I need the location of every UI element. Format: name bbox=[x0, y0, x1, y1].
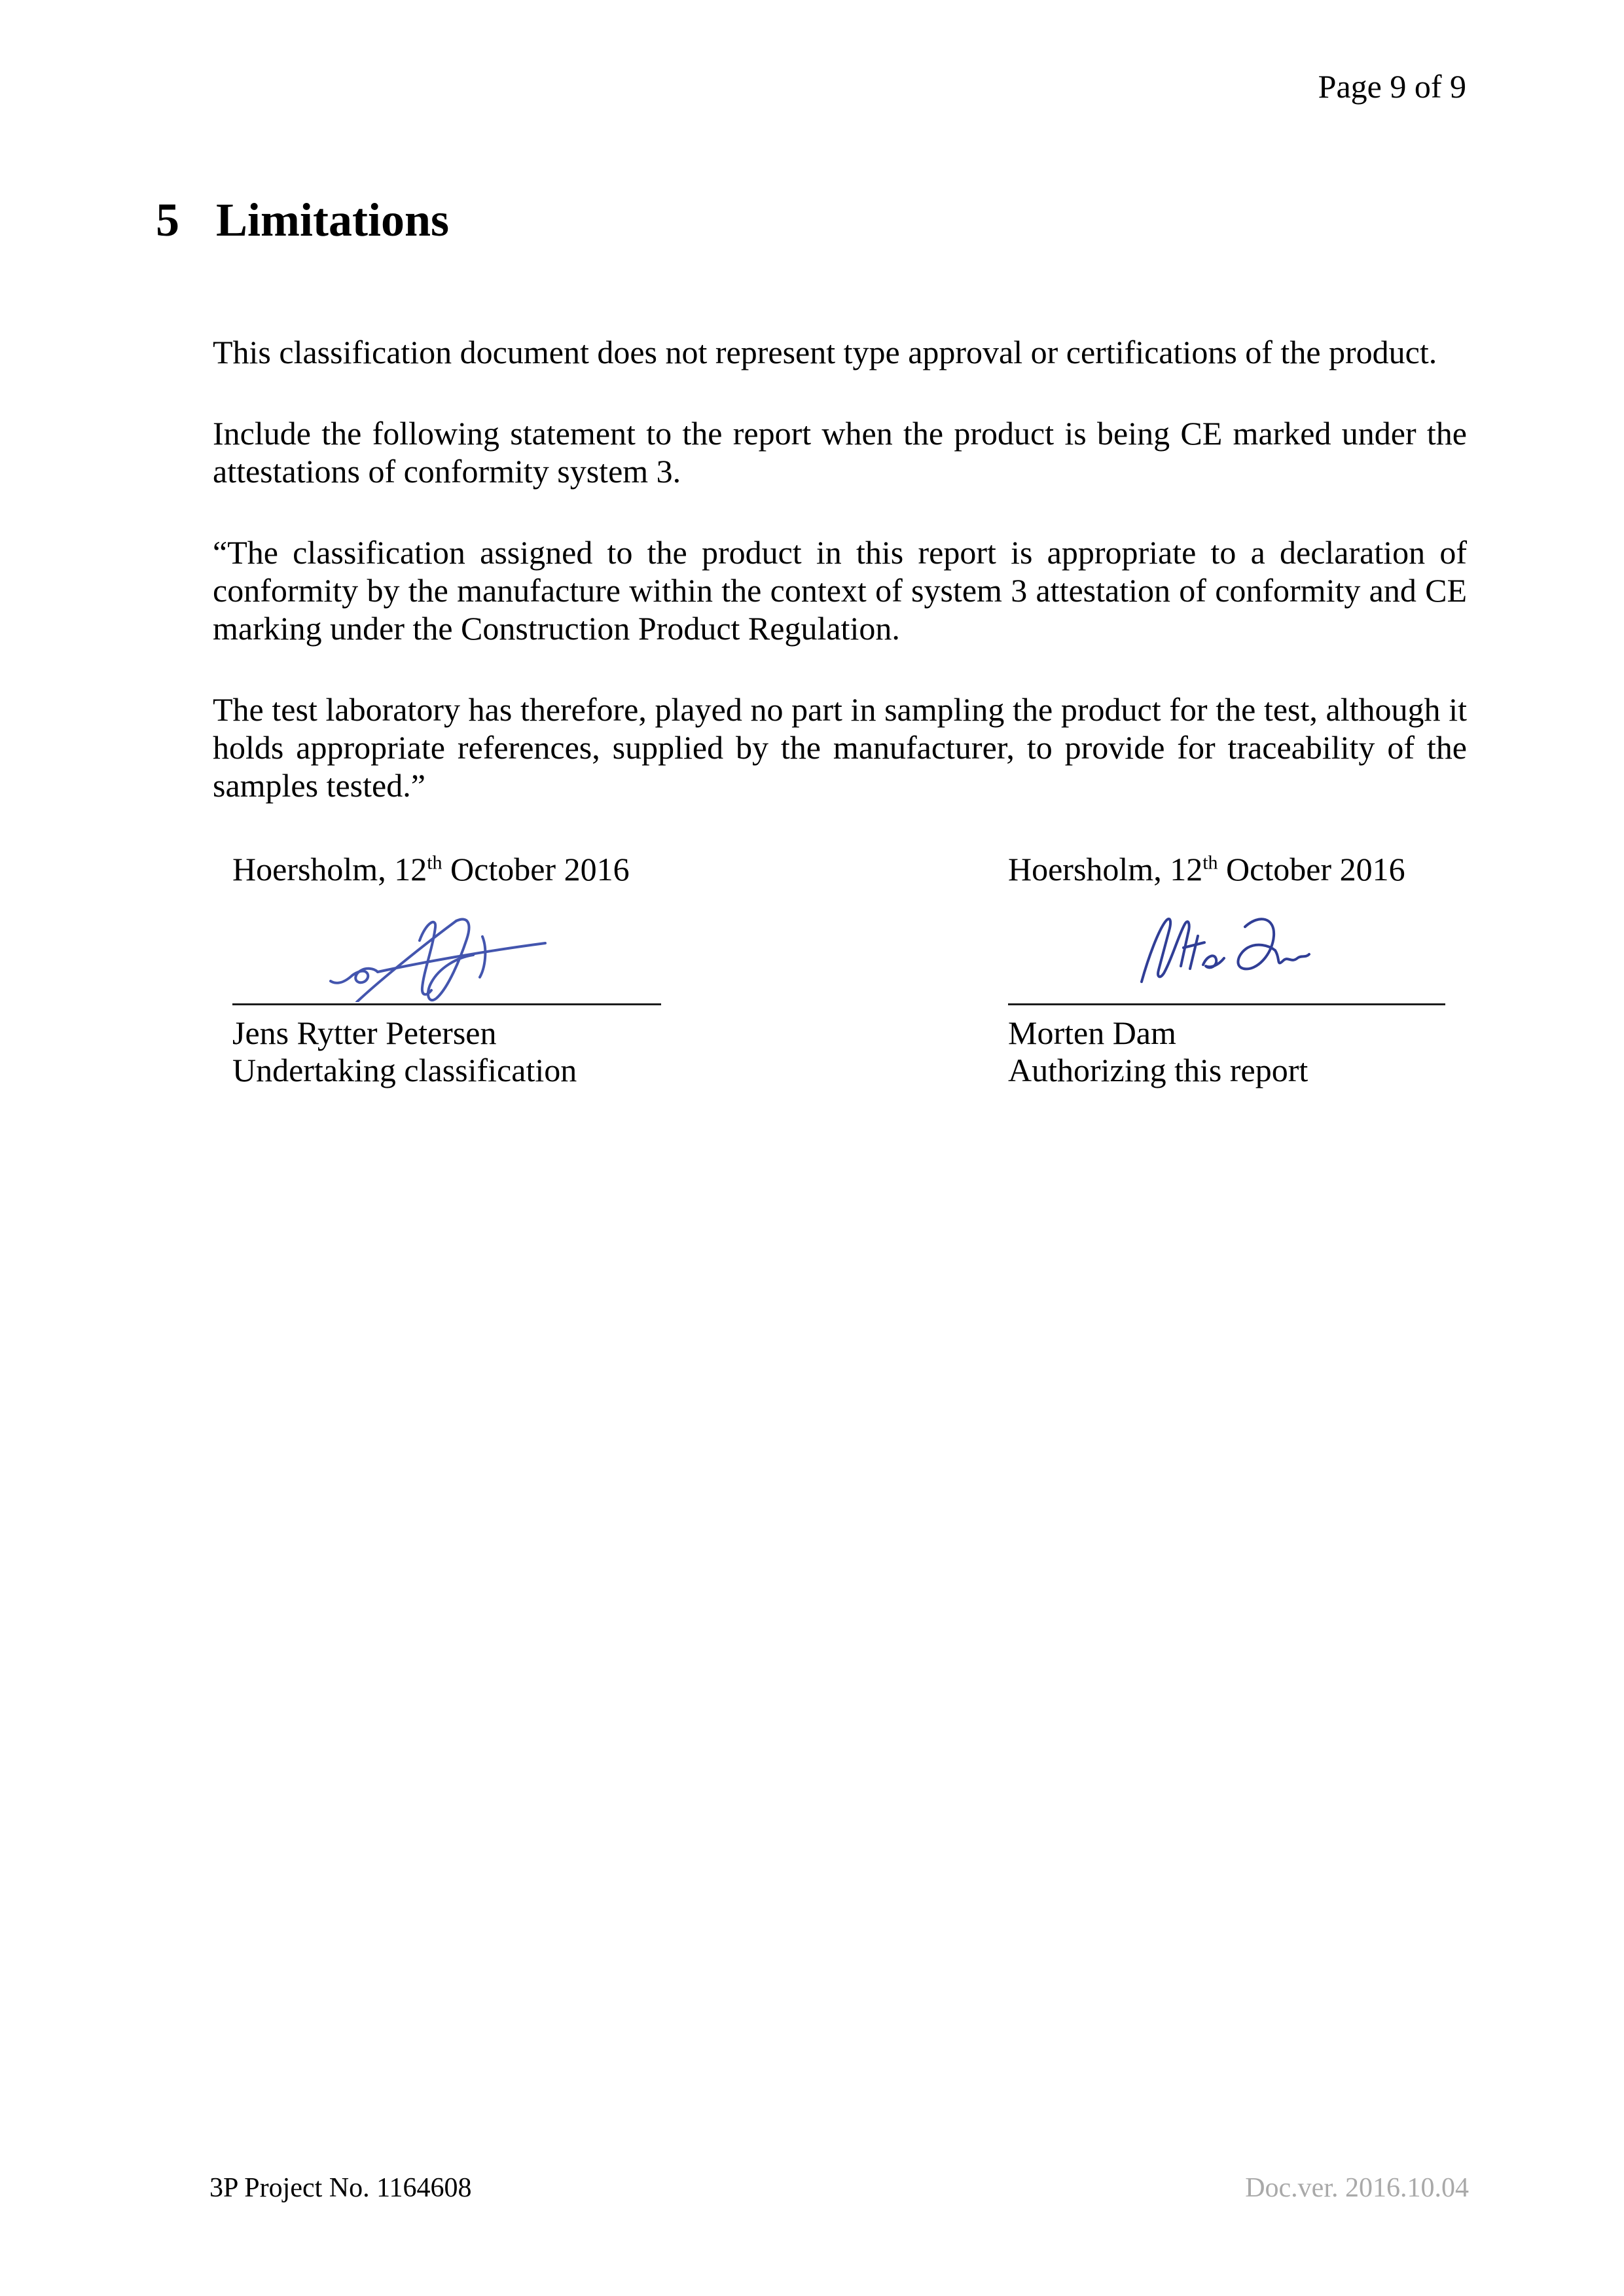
signatory-name: Jens Rytter Petersen bbox=[232, 1014, 497, 1051]
body-text bbox=[213, 333, 1467, 848]
signature-line bbox=[232, 1003, 661, 1005]
signature-line bbox=[1008, 1003, 1445, 1005]
page-number: Page 9 of 9 bbox=[1318, 68, 1466, 105]
date-text: Hoersholm, 12 bbox=[232, 851, 427, 888]
page-footer bbox=[209, 2172, 1469, 2204]
signatory-right bbox=[1008, 1014, 1445, 1089]
date-text: October 2016 bbox=[1218, 851, 1405, 888]
signatory-role: Authorizing this report bbox=[1008, 1052, 1308, 1088]
section-heading-number: 5 bbox=[156, 194, 179, 246]
date-ordinal-superscript: th bbox=[427, 852, 442, 874]
paragraph-disclaimer: This classification document does not represent type approval or certifications of the product. bbox=[213, 334, 1437, 370]
project-number: 3P Project No. 1164608 bbox=[209, 2173, 472, 2203]
paragraph-quote-part-2: The test laboratory has therefore, played no part in sampling the product for the test, although it holds appropriate references, supplied by the manufacturer, to provide for traceability of the samples tested.” bbox=[213, 691, 1467, 804]
signature-block-left bbox=[232, 850, 661, 1089]
section-heading bbox=[156, 195, 449, 245]
signatory-name: Morten Dam bbox=[1008, 1014, 1176, 1051]
place-and-date-right bbox=[1008, 850, 1445, 888]
handwritten-signature-icon bbox=[1138, 916, 1318, 985]
signature-block-right bbox=[1008, 850, 1445, 1089]
signatory-left bbox=[232, 1014, 661, 1089]
signatory-role: Undertaking classification bbox=[232, 1052, 577, 1088]
date-text: Hoersholm, 12 bbox=[1008, 851, 1203, 888]
handwritten-signature-icon bbox=[328, 917, 547, 1002]
place-and-date-left bbox=[232, 850, 661, 888]
doc-version: Doc.ver. 2016.10.04 bbox=[1245, 2173, 1469, 2203]
paragraph-quote-part-1: “The classification assigned to the product in this report is appropriate to a declaration of conformity by the manufacture within the context of system 3 attestation of conformity and CE marking under the Construction Product Regulation. bbox=[213, 534, 1467, 647]
paragraph-ce-statement-intro: Include the following statement to the report when the product is being CE marked under the attestations of conformity system 3. bbox=[213, 415, 1467, 490]
signature-section bbox=[232, 850, 1445, 1089]
date-text: October 2016 bbox=[442, 851, 630, 888]
date-ordinal-superscript: th bbox=[1202, 852, 1218, 874]
signature-area-left bbox=[232, 888, 661, 1003]
signature-area-right bbox=[1008, 888, 1445, 1003]
section-heading-title: Limitations bbox=[216, 194, 450, 246]
